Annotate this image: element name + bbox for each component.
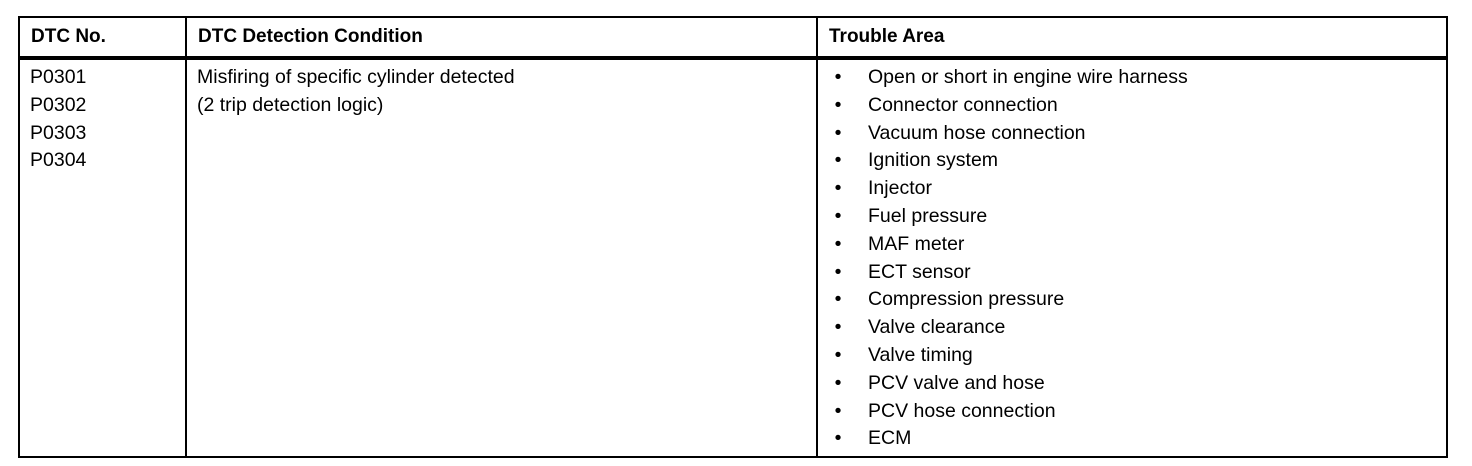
bullet-icon: • — [834, 371, 842, 394]
trouble-area-text: Valve clearance — [868, 316, 1006, 339]
condition-text: Misfiring of specific cylinder detected — [197, 66, 515, 88]
bullet-icon: • — [834, 204, 842, 227]
bullet-icon: • — [834, 232, 842, 255]
list-item — [828, 231, 1446, 259]
bullet-icon: • — [834, 288, 842, 311]
trouble-area-text: Open or short in engine wire harness — [868, 66, 1188, 88]
trouble-area-text: ECT sensor — [868, 260, 971, 283]
detection-condition-cell — [186, 58, 817, 457]
trouble-area-text: Injector — [868, 177, 932, 200]
header-trouble-area: Trouble Area — [817, 17, 1447, 58]
list-item — [828, 398, 1446, 426]
trouble-area-text: PCV hose connection — [868, 399, 1056, 422]
header-dtc-no: DTC No. — [19, 17, 186, 58]
dtc-code: P0303 — [30, 121, 87, 144]
bullet-icon: • — [834, 399, 842, 422]
list-item — [828, 370, 1446, 398]
dtc-code: P0302 — [30, 93, 87, 116]
trouble-area-text: Valve timing — [868, 343, 973, 366]
bullet-icon: • — [834, 66, 842, 88]
bullet-icon: • — [834, 316, 842, 339]
dtc-code: P0304 — [30, 149, 87, 172]
dtc-code: P0301 — [30, 66, 87, 88]
header-row — [19, 17, 1447, 58]
list-item — [828, 92, 1446, 120]
list-item — [828, 64, 1446, 92]
trouble-area-text: Vacuum hose connection — [868, 121, 1086, 144]
header-detection-condition: DTC Detection Condition — [186, 17, 817, 58]
list-item — [828, 286, 1446, 314]
list-item — [828, 425, 1446, 453]
trouble-area-text: Ignition system — [868, 149, 999, 172]
list-item — [828, 203, 1446, 231]
bullet-icon: • — [834, 427, 842, 450]
bullet-icon: • — [834, 177, 842, 200]
list-item — [828, 259, 1446, 287]
list-item — [828, 175, 1446, 203]
condition-text: (2 trip detection logic) — [197, 93, 384, 116]
bullet-icon: • — [834, 121, 842, 144]
list-item — [828, 120, 1446, 148]
bullet-icon: • — [834, 149, 842, 172]
trouble-area-text: PCV valve and hose — [868, 371, 1045, 394]
list-item — [828, 147, 1446, 175]
table-row — [19, 58, 1447, 457]
dtc-table — [18, 16, 1448, 458]
list-item — [828, 342, 1446, 370]
trouble-area-cell — [817, 58, 1447, 457]
trouble-area-text: Fuel pressure — [868, 204, 988, 227]
trouble-area-text: Compression pressure — [868, 288, 1065, 311]
trouble-area-list — [828, 64, 1446, 453]
trouble-area-text: ECM — [868, 427, 912, 450]
trouble-area-text: Connector connection — [868, 93, 1058, 116]
bullet-icon: • — [834, 260, 842, 283]
bullet-icon: • — [834, 343, 842, 366]
bullet-icon: • — [834, 93, 842, 116]
dtc-code-cell — [19, 58, 186, 457]
trouble-area-text: MAF meter — [868, 232, 965, 255]
list-item — [828, 314, 1446, 342]
